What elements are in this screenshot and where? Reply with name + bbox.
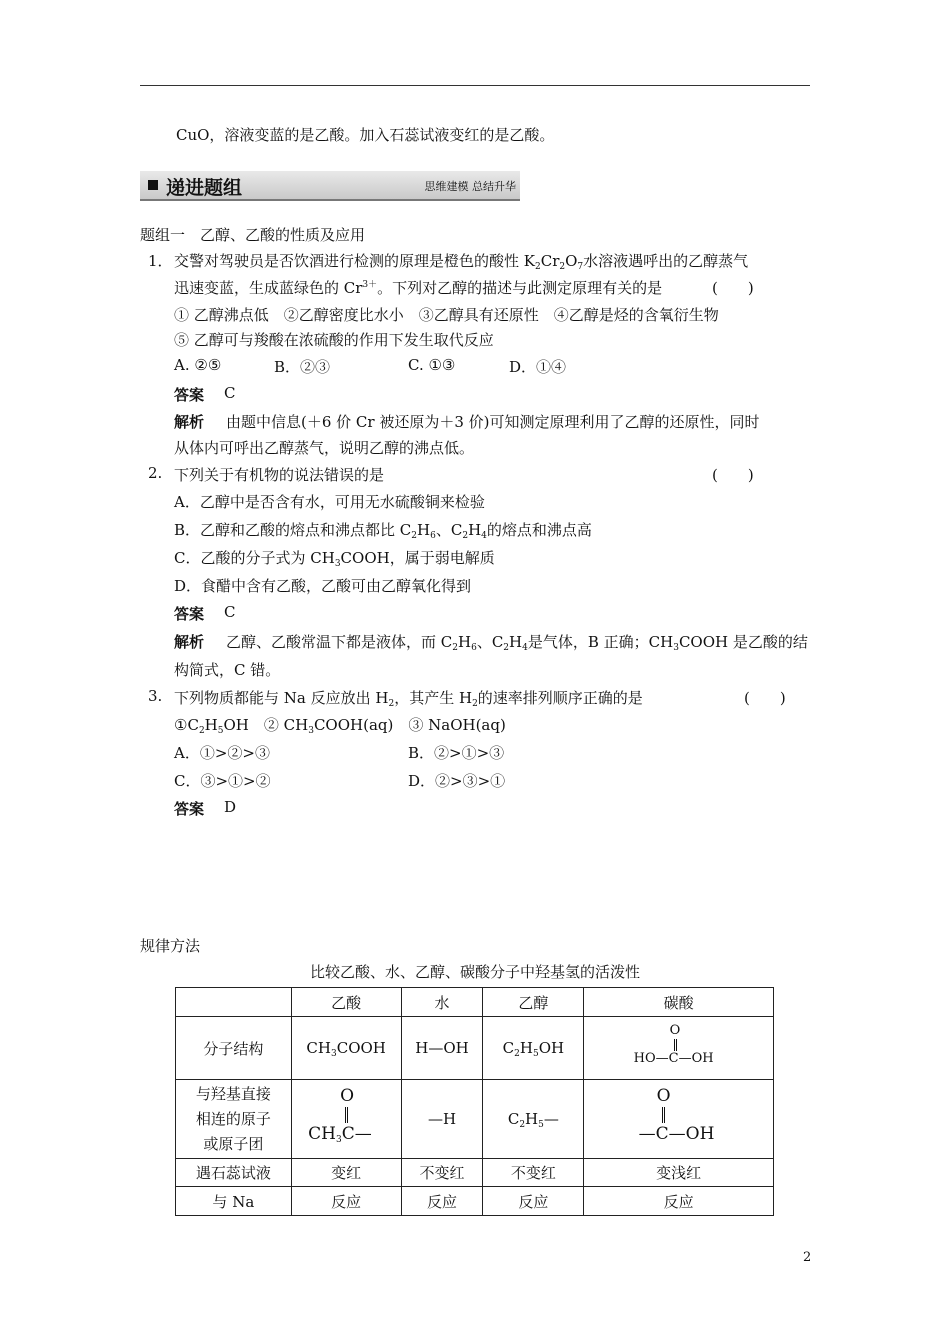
table-row-litmus <box>176 1159 774 1187</box>
q2-number: 2. <box>148 464 163 482</box>
q3-option-b: B．②>①>③ <box>408 744 505 762</box>
q1-line1: 交警对驾驶员是否饮酒进行检测的原理是橙色的酸性 $K_2Cr_2O_7$水溶液遇呼出的乙醇蒸气 <box>174 252 749 272</box>
q1-analysis-2: 从体内可呼出乙醇蒸气，说明乙醇的沸点低。 <box>174 439 475 457</box>
q1-line2: 迅速变蓝，生成蓝绿色的 $Cr^{3+}$。下列对乙醇的描述与此测定原理有关的是 <box>174 279 663 297</box>
table-corner-cell <box>176 988 292 1017</box>
q2-stem: 下列关于有机物的说法错误的是 <box>174 466 385 484</box>
sodium-water: 反应 <box>401 1187 483 1216</box>
litmus-ethanol: 不变红 <box>483 1159 584 1187</box>
q2-analysis-1: 乙醇、乙酸常温下都是液体，而 $C_2H_6$、$C_2H_4$是气体，B 正确；$CH_3COOH$ 是乙酸的结 <box>226 633 808 653</box>
q3-number: 3. <box>148 687 163 705</box>
q1-analysis-label: 解析 <box>174 413 205 431</box>
page-number: 2 <box>803 1250 812 1265</box>
header-rule <box>140 85 810 86</box>
q1-bracket: ( ) <box>712 279 754 297</box>
q2-analysis-label: 解析 <box>174 633 205 651</box>
banner-tag: 思维建模 总结升华 <box>424 180 516 193</box>
q3-answer: D <box>224 798 237 816</box>
q1-answer: C <box>224 384 236 402</box>
method-title: 规律方法 <box>140 937 201 955</box>
q2-option-a: A．乙醇中是否含有水，可用无水硫酸铜来检验 <box>174 493 485 511</box>
ethyl-group: $C_2H_5—$ <box>483 1080 584 1159</box>
carboxyl-oxygen: O <box>656 1086 671 1106</box>
row-label-group-1: 与羟基直接 <box>195 1084 271 1103</box>
q1-option-a: A. ②⑤ <box>174 356 222 374</box>
q2-option-d: D．食醋中含有乙酸，乙酸可由乙醇氧化得到 <box>174 577 472 595</box>
carboxyl-structure-drawing <box>639 1086 719 1148</box>
carboxyl-structure <box>584 1080 774 1159</box>
q3-option-c: C．③>①>② <box>174 772 271 790</box>
q3-bracket: ( ) <box>744 689 786 707</box>
row-label-litmus: 遇石蕊试液 <box>176 1159 292 1187</box>
acetyl-double-bond <box>345 1107 348 1123</box>
sodium-carbonic: 反应 <box>584 1187 774 1216</box>
ethanol-formula: $C_2H_5OH$ <box>483 1017 584 1080</box>
q1-analysis-1: 由题中信息(＋6 价 Cr 被还原为＋3 价)可知测定原理利用了乙醇的还原性，同时 <box>226 413 760 431</box>
carbonic-chain: HO—C—OH <box>633 1051 714 1066</box>
carbonic-double-bond <box>674 1039 677 1051</box>
q2-answer: C <box>224 603 236 621</box>
q3-answer-label: 答案 <box>174 800 205 818</box>
water-group: —H <box>401 1080 483 1159</box>
q2-option-b: B．乙醇和乙酸的熔点和沸点都比 $C_2H_6$、$C_2H_4$的熔点和沸点高 <box>174 521 592 541</box>
group-title: 题组一 乙醇、乙酸的性质及应用 <box>140 226 366 244</box>
table-title: 比较乙酸、水、乙醇、碳酸分子中羟基氢的活泼性 <box>310 963 641 981</box>
carbonic-oxygen: O <box>669 1023 681 1038</box>
litmus-acetic: 变红 <box>291 1159 401 1187</box>
banner-title: 递进题组 <box>166 177 243 199</box>
table-row-group <box>176 1080 774 1159</box>
header-carbonic: 碳酸 <box>584 988 774 1017</box>
row-label-group <box>176 1080 292 1159</box>
row-label-sodium: 与 Na <box>176 1187 292 1216</box>
carboxyl-double-bond <box>662 1107 665 1123</box>
acetyl-structure-drawing <box>306 1086 386 1148</box>
carbonic-structure-drawing <box>634 1022 724 1070</box>
row-label-structure: 分子结构 <box>176 1017 292 1080</box>
sodium-ethanol: 反应 <box>483 1187 584 1216</box>
sodium-acetic: 反应 <box>291 1187 401 1216</box>
header-acetic: 乙酸 <box>291 988 401 1017</box>
q1-statements-2: ⑤ 乙醇可与羧酸在浓硫酸的作用下发生取代反应 <box>174 331 494 349</box>
q3-items: $①C_2H_5OH$ ② $CH_3COOH(aq)$ ③ NaOH(aq) <box>174 716 506 736</box>
table-row-sodium <box>176 1187 774 1216</box>
litmus-water: 不变红 <box>401 1159 483 1187</box>
acetyl-oxygen: O <box>340 1086 355 1106</box>
acetyl-structure <box>291 1080 401 1159</box>
q2-answer-label: 答案 <box>174 605 205 623</box>
q2-bracket: ( ) <box>712 466 754 484</box>
carboxyl-chain: —C—OH <box>638 1124 715 1144</box>
q1-option-c: C. ①③ <box>408 356 456 374</box>
table-header-row <box>176 988 774 1017</box>
q1-option-b: B．②③ <box>274 358 331 376</box>
q3-stem: 下列物质都能与 Na 反应放出 $H_2$，其产生 $H_2$的速率排列顺序正确的是 <box>174 689 643 709</box>
comparison-table <box>175 987 774 1216</box>
q2-analysis-2: 构简式，C 错。 <box>174 661 281 679</box>
header-ethanol: 乙醇 <box>483 988 584 1017</box>
row-label-group-3: 或原子团 <box>203 1134 264 1153</box>
carbonic-structure <box>584 1017 774 1080</box>
header-water: 水 <box>401 988 483 1017</box>
acetic-formula: $CH_3COOH$ <box>291 1017 401 1080</box>
section-banner <box>140 171 520 201</box>
q3-option-d: D．②>③>① <box>408 772 506 790</box>
row-label-group-2: 相连的原子 <box>195 1109 271 1128</box>
table-row-structure <box>176 1017 774 1080</box>
q1-statements-1: ① 乙醇沸点低 ②乙醇密度比水小 ③乙醇具有还原性 ④乙醇是烃的含氧衍生物 <box>174 306 719 324</box>
litmus-carbonic: 变浅红 <box>584 1159 774 1187</box>
q2-option-c: C．乙酸的分子式为 $CH_3COOH$，属于弱电解质 <box>174 549 495 569</box>
water-formula: H—OH <box>401 1017 483 1080</box>
continued-text: CuO，溶液变蓝的是乙酸。加入石蕊试液变红的是乙酸。 <box>176 126 555 144</box>
q1-number: 1． <box>148 252 173 270</box>
q1-option-d: D．①④ <box>509 358 567 376</box>
acetyl-chain: $CH_3C—$ <box>308 1124 372 1145</box>
q3-option-a: A．①>②>③ <box>174 744 270 762</box>
square-bullet-icon <box>148 180 158 190</box>
q1-answer-label: 答案 <box>174 386 205 404</box>
